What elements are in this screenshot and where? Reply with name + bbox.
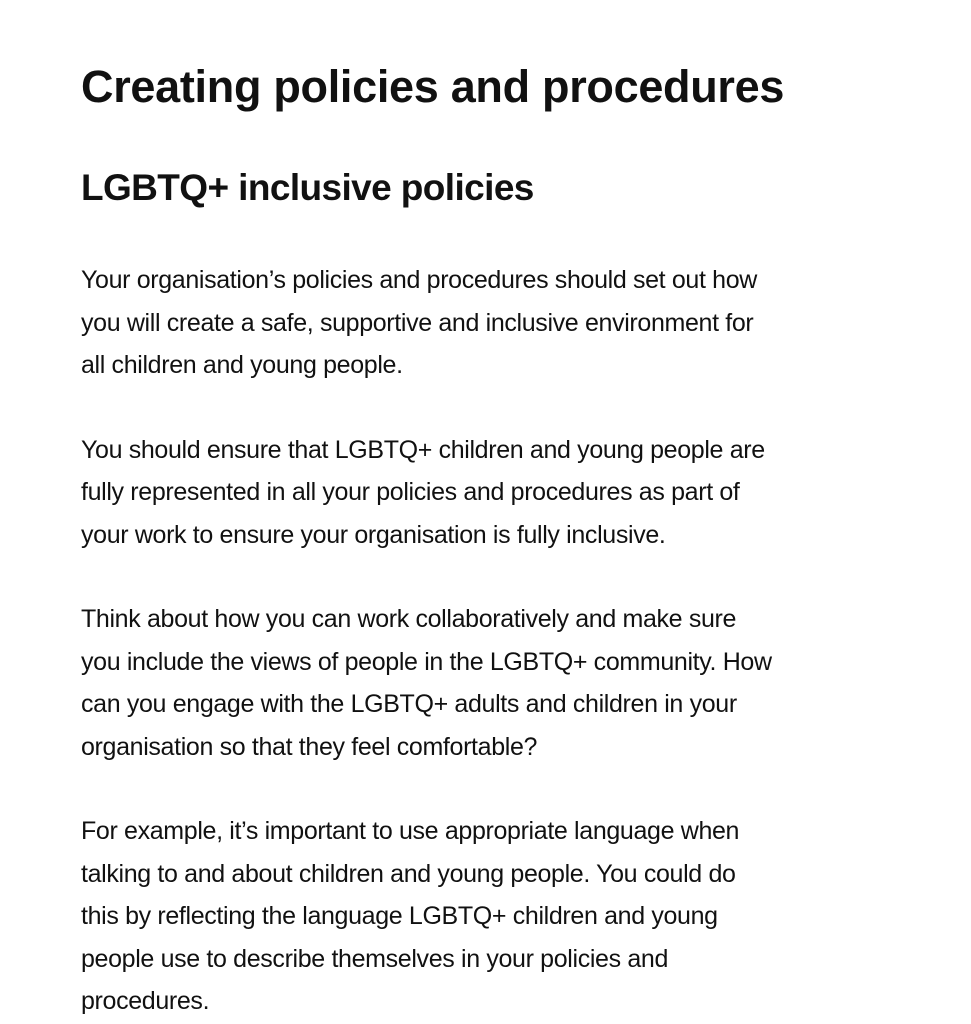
article-content (81, 56, 881, 1023)
paragraph-line: fully represented in all your policies and procedures as part of (81, 478, 740, 506)
paragraph-line: talking to and about children and young people. You could do (81, 859, 736, 888)
paragraph-line: you include the views of people in the LGBTQ+ community. How (81, 647, 772, 676)
paragraph-line: procedures. (81, 987, 210, 1015)
paragraph-line: Think about how you can work collaboratively and make sure (81, 605, 737, 633)
paragraph-line: For example, it’s important to use appropriate language when (81, 817, 740, 845)
paragraph-collaboration (81, 598, 881, 768)
paragraph-line: people use to describe themselves in your policies and (81, 944, 669, 973)
paragraph-line: Your organisation’s policies and procedures should set out how (81, 266, 757, 294)
page-title: Creating policies and procedures (81, 61, 785, 112)
paragraph-line: can you engage with the LGBTQ+ adults and children in your (81, 690, 737, 718)
paragraph-line: you will create a safe, supportive and inclusive environment for (81, 308, 754, 337)
paragraph-line: You should ensure that LGBTQ+ children and young people are (81, 435, 765, 464)
paragraph-line: organisation so that they feel comfortable? (81, 732, 538, 761)
paragraph-line: all children and young people. (81, 351, 403, 379)
paragraph-intro (81, 259, 881, 387)
paragraph-line: this by reflecting the language LGBTQ+ children and young (81, 902, 718, 930)
section-heading: LGBTQ+ inclusive policies (81, 167, 534, 208)
paragraph-line: your work to ensure your organisation is fully inclusive. (81, 520, 666, 549)
paragraph-language (81, 810, 881, 1023)
paragraph-representation (81, 429, 881, 557)
